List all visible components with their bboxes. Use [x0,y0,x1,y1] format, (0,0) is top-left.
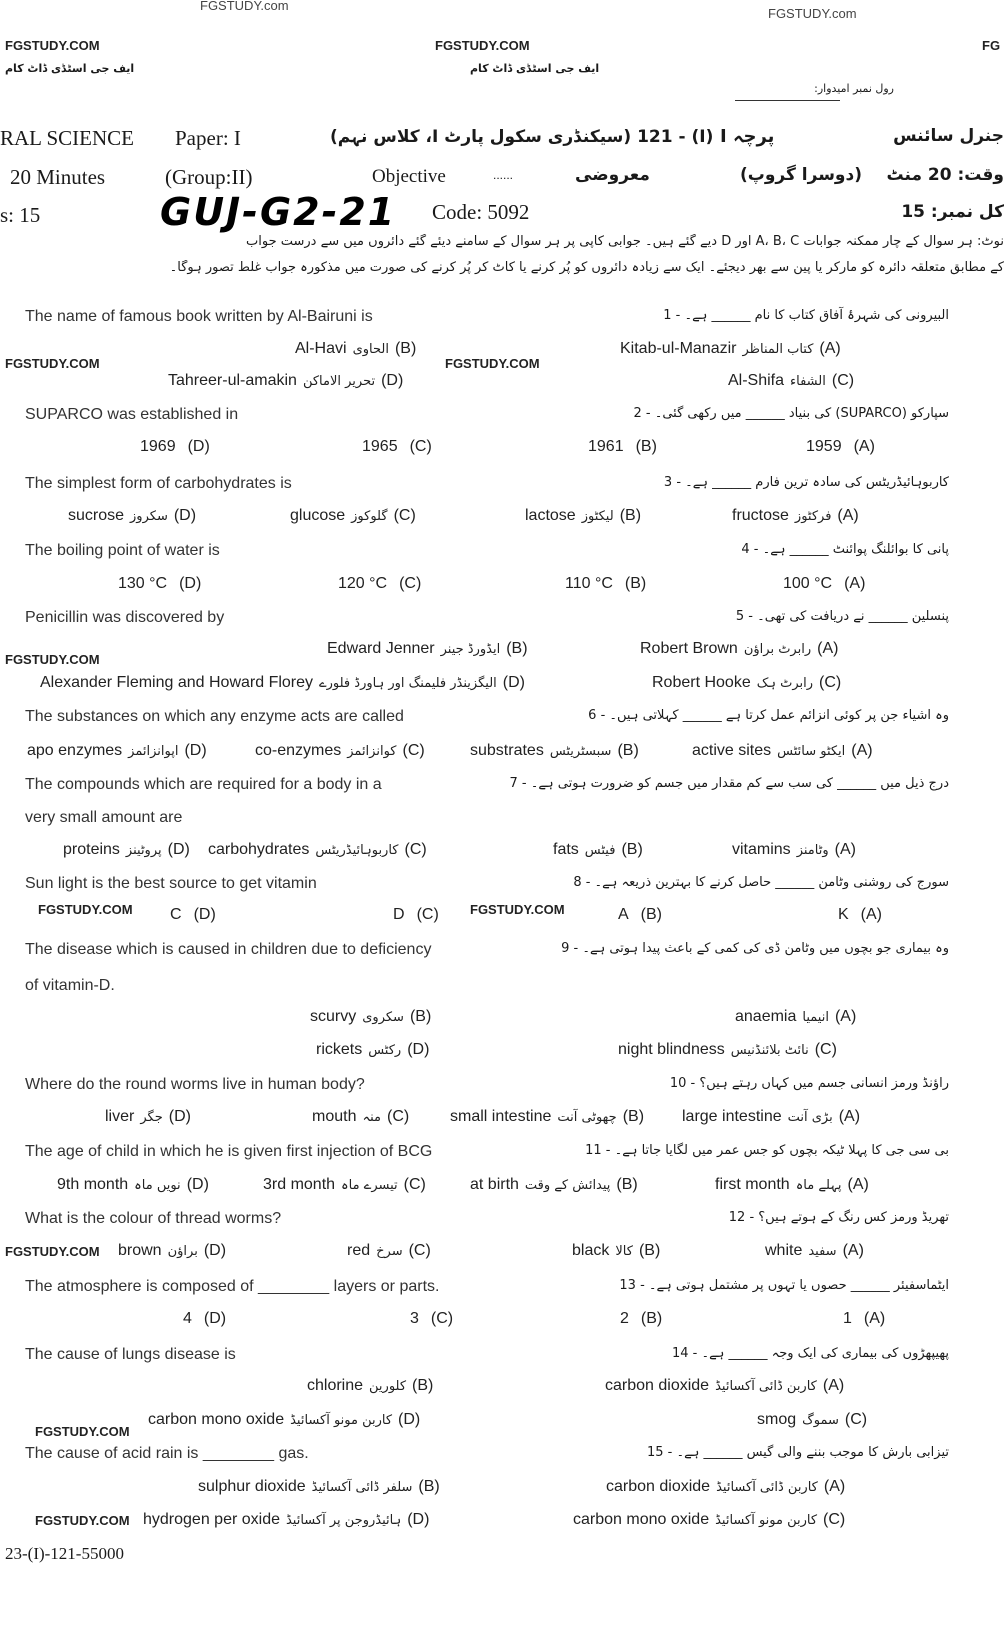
option-letter: (B) [622,1108,645,1125]
option-text: hydrogen per oxide [143,1511,280,1528]
option-text: carbon dioxide [606,1478,711,1495]
option-text-urdu: کاربوہائیڈریٹس [315,843,399,858]
option-text: carbon mono oxide [573,1511,710,1528]
question-text-urdu: سورج کی روشنی وٹامن ______ حاصل کرنے کا بہترین ذریعہ ہے۔ - 8 [573,875,949,890]
question-text-urdu: تیزابی بارش کا موجب بننے والی گیس ______ ہے۔ - 15 [646,1445,949,1460]
option-letter: (A) [823,1478,846,1495]
option-letter: (A) [838,1108,861,1125]
watermark: FGSTUDY.COM [445,356,540,371]
option-text: fats [553,841,579,858]
answer-option[interactable] [148,1411,420,1429]
paper-ur-short: پرچہ I [720,126,775,147]
answer-option[interactable] [728,372,854,390]
option-text: 120 °C [338,575,388,592]
answer-option[interactable] [806,438,875,456]
option-text-urdu: کالا [615,1244,633,1259]
answer-option[interactable] [27,742,207,760]
option-text-urdu: سبسٹریٹس [549,744,612,759]
watermark: FGSTUDY.COM [38,902,133,917]
option-text-urdu: لیکٹوز [581,509,614,524]
option-text: 3rd month [263,1176,336,1193]
question-text-urdu: سپارکو (SUPARCO) کی بنیاد ______ میں رکھی گئی۔ - 2 [633,406,949,421]
answer-option[interactable] [732,841,856,859]
option-letter: (C) [386,1108,410,1125]
option-text: A [618,906,629,923]
option-text: mouth [312,1108,357,1125]
option-text: black [572,1242,610,1259]
answer-option[interactable] [757,1411,867,1429]
option-letter: (A) [837,507,859,524]
option-text-urdu: ایڈورڈ جینر [440,642,501,657]
answer-option[interactable] [118,1242,226,1260]
option-text: red [347,1242,371,1259]
question-text-urdu: البیرونی کی شہرۂ آفاق کتاب کا نام ______ ہے۔ - 1 [663,308,949,323]
option-letter: (B) [394,340,417,357]
answer-option[interactable] [170,906,216,924]
option-text-urdu: الیگزینڈر فلیمنگ اور ہاورڈ فلورے [319,676,497,691]
option-letter: (C) [399,575,422,592]
option-letter: (D) [407,1041,430,1058]
option-text: 130 °C [118,575,168,592]
watermark: FGSTUDY.COM [435,38,530,53]
paper-ur: (I) - 121 (سیکنڈری سکول پارٹ I، کلاس نہم) [330,127,714,147]
answer-option[interactable] [470,742,639,760]
option-text-urdu: ہائیڈروجن پر آکسائیڈ [285,1513,402,1528]
option-letter: (B) [616,1176,638,1193]
option-text: 1961 [588,438,624,455]
watermark-urdu: ایف جی اسٹڈی ڈاٹ کام [470,62,600,75]
option-letter: (C) [823,1511,846,1528]
option-text-urdu: رابرٹ براؤن [743,642,812,657]
option-letter: (D) [187,438,210,455]
option-text-urdu: نائٹ بلائنڈنیس [730,1043,809,1058]
question-text: The disease which is caused in children due to deficiency [25,941,432,958]
option-text-urdu: جگر [140,1110,163,1125]
answer-option[interactable] [572,1242,660,1260]
option-text-urdu: سرخ [376,1244,403,1259]
answer-option[interactable] [307,1377,433,1395]
instructions-line-2: کے مطابق متعلقہ دائرہ کو مارکر یا پین سے بھر دیجئے۔ ایک سے زیادہ دائروں کو پُر کرنے یا کاٹ کر پُر کرنے کی صورت میں مذکورہ جواب غلط تصور ہوگا۔ [169,260,1004,275]
option-text-urdu: براؤن [167,1244,198,1259]
option-text: first month [715,1176,790,1193]
option-letter: (C) [393,507,416,524]
answer-option[interactable] [183,1310,226,1328]
answer-option[interactable] [118,575,201,593]
option-letter: (A) [844,575,866,592]
option-text-urdu: سفید [808,1244,837,1259]
answer-option[interactable] [208,841,427,859]
option-text-urdu: اپوانزائمز [128,744,179,759]
group-en: (Group:II) [165,165,253,189]
option-text: anaemia [735,1008,797,1025]
answer-option[interactable] [553,841,643,859]
question-text-urdu: درج ذیل میں ______ کی سب سے کم مقدار میں جسم کو ضرورت ہوتی ہے۔ - 7 [509,776,949,791]
answer-option[interactable] [783,575,865,593]
question-text-urdu: تھریڈ ورمز کس رنگ کے ہوتے ہیں؟ - 12 [728,1210,949,1225]
option-text: Al-Havi [295,340,347,357]
option-text-urdu: فرکٹوز [794,509,832,524]
option-letter: (A) [853,438,875,455]
option-text-urdu: بڑی آنت [787,1110,833,1125]
option-text: Kitab-ul-Manazir [620,340,737,357]
option-text: 110 °C [565,575,613,592]
option-text: D [393,906,405,923]
option-text-urdu: کاربن ڈائی آکسائیڈ [715,1379,817,1394]
option-text: C [170,906,182,923]
watermark: FGSTUDY.COM [35,1513,130,1528]
time-en: 20 Minutes [10,165,106,189]
option-letter: (B) [621,841,643,858]
subject-en: RAL SCIENCE [0,126,134,150]
answer-option[interactable] [606,1478,845,1496]
option-letter: (A) [851,742,873,759]
question-text: The age of child in which he is given first injection of BCG [25,1143,433,1160]
option-letter: (A) [834,1008,857,1025]
answer-option[interactable] [450,1108,644,1126]
watermark: FGSTUDY.COM [5,652,100,667]
question-text: The atmosphere is composed of ________ layers or parts. [25,1278,440,1295]
answer-option[interactable] [732,507,859,525]
option-text: Robert Brown [640,640,738,657]
option-text: 2 [620,1310,629,1327]
answer-option[interactable] [588,438,657,456]
answer-option[interactable] [362,438,432,456]
question-text: very small amount are [25,809,183,826]
answer-option[interactable] [735,1008,856,1026]
option-letter: (C) [430,1310,454,1327]
option-text: Al-Shifa [728,372,785,389]
option-letter: (D) [167,841,190,858]
option-letter: (D) [381,372,404,389]
question-text-urdu: وہ بیماری جو بچوں میں وٹامن ڈی کی کمی کے باعث پیدا ہوتی ہے۔ - 9 [561,941,949,956]
answer-option[interactable] [470,1176,638,1194]
option-letter: (C) [814,1041,837,1058]
option-text: co-enzymes [255,742,342,759]
option-text-urdu: گلوکوز [351,509,388,524]
answer-option[interactable] [525,507,641,525]
option-text: 3 [410,1310,419,1327]
roll-number-line [735,100,840,101]
option-text: carbohydrates [208,841,310,858]
answer-option[interactable] [618,1041,837,1059]
watermark: FGSTUDY.COM [35,1424,130,1439]
option-text: white [765,1242,803,1259]
option-letter: (D) [407,1511,430,1528]
answer-option[interactable] [682,1108,860,1126]
option-letter: (B) [635,438,657,455]
question-text: of vitamin-D. [25,977,115,994]
answer-option[interactable] [620,340,841,358]
option-text: at birth [470,1176,519,1193]
option-letter: (C) [831,372,855,389]
option-text: brown [118,1242,162,1259]
watermark: FG [982,38,1001,53]
option-text-urdu: کاربن مونو آکسائیڈ [715,1513,818,1528]
option-letter: (B) [624,575,647,592]
answer-option[interactable] [573,1511,845,1529]
question-text: The substances on which any enzyme acts are called [25,708,404,725]
option-letter: (D) [502,674,525,691]
option-text: 4 [183,1310,192,1327]
option-letter: (A) [819,340,841,357]
option-letter: (B) [412,1377,434,1394]
option-letter: (C) [403,1176,426,1193]
option-text-urdu: سکروی [362,1010,404,1025]
option-letter: (C) [404,841,427,858]
option-text-urdu: کاربن ڈائی آکسائیڈ [716,1480,818,1495]
option-letter: (B) [640,906,662,923]
answer-option[interactable] [168,372,403,390]
paper-code: Code: 5092 [432,200,530,224]
handwritten-code: GUJ-G2-21 [160,190,397,234]
option-text: rickets [316,1041,363,1058]
option-text: sucrose [68,507,125,524]
option-letter: (C) [416,906,439,923]
option-letter: (B) [409,1008,432,1025]
question-text: What is the colour of thread worms? [25,1210,282,1227]
answer-option[interactable] [295,340,416,358]
answer-option[interactable] [765,1242,864,1260]
answer-option[interactable] [652,674,841,692]
option-text-urdu: کتاب المناظر [742,342,814,357]
option-letter: (B) [617,742,639,759]
answer-option[interactable] [393,906,439,924]
answer-option[interactable] [310,1008,431,1026]
question-text-urdu: ایٹماسفیئر ______ حصوں یا تہوں پر مشتمل ہوتی ہے۔ - 13 [619,1278,949,1293]
option-text: carbon dioxide [605,1377,710,1394]
question-text-urdu: پھیپھڑوں کی بیماری کی ایک وجہ ______ ہے۔ - 14 [671,1346,949,1361]
question-text: SUPARCO was established in [25,406,239,423]
marks-ur: کل نمبر: 15 [901,202,1004,222]
option-text: Edward Jenner [327,640,435,657]
question-text: Sun light is the best source to get vitamin [25,875,317,892]
answer-option[interactable] [640,640,838,658]
question-text: The cause of acid rain is ________ gas. [25,1445,309,1462]
option-letter: (B) [640,1310,663,1327]
option-text-urdu: پہلے ماہ [795,1178,842,1193]
option-text-urdu: انیمیا [802,1010,829,1025]
option-text-urdu: چھوٹی آنت [557,1110,617,1125]
option-text: substrates [470,742,544,759]
option-text-urdu: سکروز [130,509,168,524]
option-letter: (B) [619,507,642,524]
separator-dots: ...... [493,168,514,182]
objective-en: Objective [372,166,446,187]
option-text-urdu: کوانزائمز [347,744,397,759]
option-text: large intestine [682,1108,782,1125]
option-text: carbon mono oxide [148,1411,285,1428]
option-letter: (C) [819,674,842,691]
question-text: The boiling point of water is [25,542,220,559]
answer-option[interactable] [105,1108,191,1126]
answer-option[interactable] [68,507,196,525]
watermark-urdu: ایف جی اسٹڈی ڈاٹ کام [5,62,135,75]
answer-option[interactable] [692,742,873,760]
question-text-urdu: پنسلین ______ نے دریافت کی تھی۔ - 5 [735,609,949,624]
answer-option[interactable] [338,575,421,593]
marks-en: s: 15 [0,203,41,227]
option-letter: (B) [506,640,528,657]
answer-option[interactable] [57,1176,209,1194]
option-letter: (A) [842,1242,864,1259]
answer-option[interactable] [620,1310,662,1328]
option-text: 1959 [806,438,842,455]
option-text-urdu: رابرٹ ہک [756,676,814,691]
option-text-urdu: ایکٹو سائٹس [777,744,846,759]
option-letter: (D) [186,1176,209,1193]
answer-option[interactable] [347,1242,431,1260]
option-text: apo enzymes [27,742,123,759]
option-text: 1965 [362,438,398,455]
option-letter: (D) [193,906,216,923]
option-text: fructose [732,507,789,524]
objective-ur: معروضی [575,165,650,185]
answer-option[interactable] [263,1176,426,1194]
option-text: 1969 [140,438,176,455]
watermark: FGSTUDY.COM [470,902,565,917]
option-text-urdu: سموگ [802,1413,839,1428]
option-text-urdu: وٹامنز [796,843,829,858]
option-text-urdu: نویں ماہ [134,1178,181,1193]
option-text-urdu: تیسرے ماہ [341,1178,398,1193]
option-text: liver [105,1108,135,1125]
option-letter: (A) [860,906,882,923]
question-text-urdu: پانی کا بوائلنگ پوائنٹ ______ ہے۔ - 4 [741,542,949,557]
option-text: smog [757,1411,797,1428]
option-text-urdu: کاربن مونو آکسائیڈ [290,1413,393,1428]
option-letter: (A) [847,1176,869,1193]
option-letter: (D) [173,507,197,524]
answer-option[interactable] [605,1377,844,1395]
option-text: Tahreer-ul-amakin [168,372,297,389]
answer-option[interactable] [198,1478,440,1496]
option-letter: (A) [834,841,856,858]
question-text-urdu: بی سی جی کا پہلا ٹیکہ بچوں کو جس عمر میں لگایا جاتا ہے۔ - 11 [585,1143,949,1158]
option-letter: (D) [203,1242,227,1259]
question-text: The simplest form of carbohydrates is [25,475,292,492]
option-text: active sites [692,742,772,759]
option-text: glucose [290,507,346,524]
watermark: FGSTUDY.com [200,0,289,13]
option-letter: (C) [408,1242,431,1259]
option-text: Robert Hooke [652,674,751,691]
option-text: lactose [525,507,576,524]
option-letter: (A) [817,640,839,657]
question-text: Where do the round worms live in human body? [25,1076,365,1093]
option-text-urdu: پروٹینز [125,843,162,858]
option-letter: (A) [822,1377,845,1394]
option-letter: (A) [863,1310,886,1327]
answer-option[interactable] [838,906,882,924]
option-text: night blindness [618,1041,725,1058]
option-letter: (D) [203,1310,227,1327]
option-text-urdu: منہ [362,1110,381,1125]
answer-option[interactable] [715,1176,869,1194]
watermark: FGSTUDY.COM [5,38,100,53]
watermark: FGSTUDY.COM [5,356,100,371]
option-text-urdu: کلورین [369,1379,407,1394]
question-text: The compounds which are required for a body in a [25,776,382,793]
option-text: 1 [843,1310,852,1327]
answer-option[interactable] [140,438,210,456]
answer-option[interactable] [410,1310,453,1328]
question-text-urdu: کاربوہائیڈریٹس کی سادہ ترین فارم ______ ہے۔ - 3 [663,475,949,490]
option-text: Alexander Fleming and Howard Florey [40,674,314,691]
option-letter: (B) [418,1478,440,1495]
answer-option[interactable] [290,507,416,525]
paper-en: Paper: I [175,126,241,150]
question-text: The name of famous book written by Al-Bairuni is [25,308,373,325]
option-text: scurvy [310,1008,357,1025]
watermark: FGSTUDY.com [768,6,857,21]
option-text-urdu: سلفر ڈائی آکسائیڈ [311,1480,413,1495]
roll-number-label: رول نمبر امیدوار: [814,82,894,95]
question-text: Penicillin was discovered by [25,609,225,626]
instructions-line-1: نوٹ: ہر سوال کے چار ممکنہ جوابات A، B، C اور D دیے گئے ہیں۔ جوابی کاپی پر ہر سوال کے سامنے دیئے گئے دائروں میں سے درست جواب [246,234,1004,249]
option-letter: (B) [638,1242,661,1259]
option-text: K [838,906,849,923]
option-text: chlorine [307,1377,364,1394]
answer-option[interactable] [312,1108,409,1126]
footer-code: 23-(I)-121-55000 [5,1544,124,1563]
watermark: FGSTUDY.COM [5,1244,100,1259]
time-ur: وقت: 20 منٹ [886,165,1004,185]
answer-option[interactable] [327,640,528,658]
question-text: The cause of lungs disease is [25,1346,236,1363]
option-text: 9th month [57,1176,129,1193]
question-text-urdu: راؤنڈ ورمز انسانی جسم میں کہاں رہتے ہیں؟ - 10 [669,1076,949,1091]
answer-option[interactable] [843,1310,885,1328]
answer-option[interactable] [143,1511,429,1529]
option-text: proteins [63,841,120,858]
option-text-urdu: الحاوی [352,342,389,357]
option-text: small intestine [450,1108,552,1125]
subject-ur: جنرل سائنس [893,126,1004,146]
option-text-urdu: تحریر الاماکن [302,374,376,389]
answer-option[interactable] [618,906,662,924]
option-letter: (C) [844,1411,868,1428]
option-letter: (D) [398,1411,421,1428]
option-letter: (C) [402,742,425,759]
option-letter: (D) [179,575,202,592]
option-letter: (D) [168,1108,191,1125]
answer-option[interactable] [255,742,425,760]
answer-option[interactable] [565,575,646,593]
option-text-urdu: الشفاء [790,374,826,389]
answer-option[interactable] [316,1041,429,1059]
option-text: sulphur dioxide [198,1478,306,1495]
option-letter: (C) [409,438,432,455]
answer-option[interactable] [40,674,525,692]
answer-option[interactable] [63,841,190,859]
question-text-urdu: وہ اشیاء جن پر کوئی انزائم عمل کرتا ہے ______ کہلاتی ہیں۔ - 6 [588,708,949,723]
option-text: 100 °C [783,575,833,592]
option-text-urdu: پیدائش کے وقت [524,1178,611,1193]
option-text-urdu: فیٹس [584,843,616,858]
option-text-urdu: رکٹس [368,1043,402,1058]
group-ur: (دوسرا گروپ) [740,165,862,185]
option-text: vitamins [732,841,791,858]
option-letter: (D) [184,742,207,759]
